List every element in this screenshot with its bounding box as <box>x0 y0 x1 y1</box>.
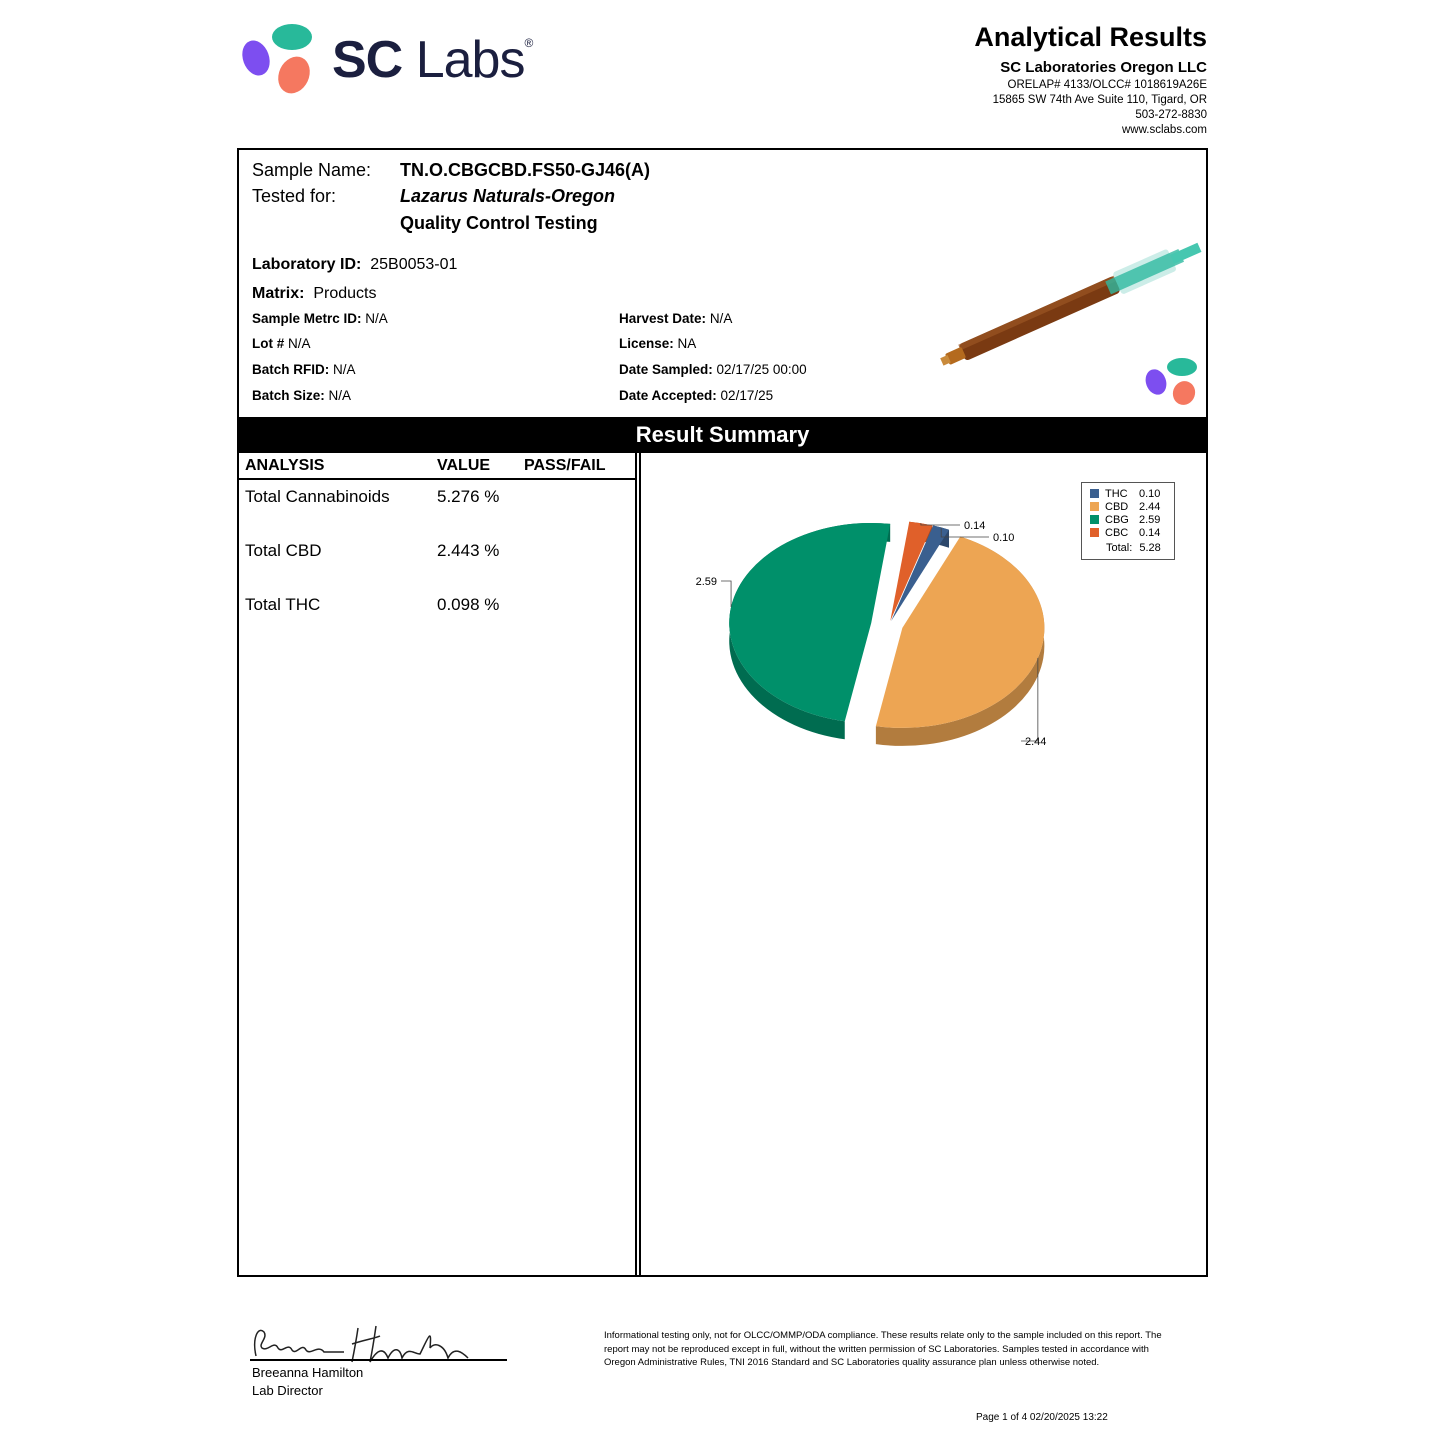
metrc-label: Sample Metrc ID: <box>252 311 362 326</box>
signature-line <box>250 1359 507 1361</box>
legend-label: CBC <box>1105 527 1129 539</box>
harvest-label: Harvest Date: <box>619 311 707 326</box>
row-value: 2.443 % <box>437 541 500 560</box>
legend-swatch <box>1090 489 1099 498</box>
legend-total <box>1106 542 1161 555</box>
sc-labs-logo <box>242 20 562 100</box>
tested-for-label: Tested for: <box>252 186 337 206</box>
rfid-row <box>252 362 356 377</box>
col-passfail: PASS/FAIL <box>524 457 606 474</box>
brand-bold: SC <box>332 31 403 89</box>
lab-website: www.sclabs.com <box>1122 124 1207 136</box>
lab-id: 25B0053-01 <box>370 256 458 273</box>
rfid-label: Batch RFID: <box>252 362 330 377</box>
license-row <box>619 336 696 351</box>
column-divider-a <box>635 453 637 1277</box>
lab-id-label: Laboratory ID: <box>252 256 362 273</box>
lot-label: Lot # <box>252 336 285 351</box>
legend-total-label: Total: <box>1106 542 1136 554</box>
data-label-cbg: 2.59 <box>695 576 717 588</box>
legend-item-cbc <box>1090 527 1160 540</box>
batch-size-row <box>252 388 351 403</box>
legend-swatch <box>1090 515 1099 524</box>
summary-table-header <box>239 453 637 480</box>
batch-size-label: Batch Size: <box>252 388 325 403</box>
row-name: Total Cannabinoids <box>245 487 390 506</box>
data-label-cbc: 0.14 <box>964 520 986 532</box>
legend-total-value: 5.28 <box>1139 542 1161 554</box>
row-name: Total CBD <box>245 541 322 560</box>
test-purpose: Quality Control Testing <box>400 213 598 233</box>
registered-mark: ® <box>524 36 533 50</box>
lab-phone: 503-272-8830 <box>1135 109 1207 121</box>
mini-logo-icon <box>1144 355 1200 407</box>
lab-info <box>974 22 1207 136</box>
lab-address: 15865 SW 74th Ave Suite 110, Tigard, OR <box>992 94 1207 106</box>
lab-name: SC Laboratories Oregon LLC <box>1000 59 1207 76</box>
data-label-cbd: 2.44 <box>1025 736 1047 748</box>
license-label: License: <box>619 336 674 351</box>
logo-dots-icon <box>242 20 322 100</box>
col-analysis: ANALYSIS <box>245 457 325 474</box>
cannabinoid-pie-chart <box>679 475 1139 775</box>
row-value: 0.098 % <box>437 595 500 614</box>
report-title: Analytical Results <box>974 22 1207 52</box>
matrix-label: Matrix: <box>252 285 305 302</box>
client-name: Lazarus Naturals-Oregon <box>400 186 616 206</box>
page-info: Page 1 of 4 02/20/2025 13:22 <box>976 1412 1108 1423</box>
report-frame <box>237 148 1208 1277</box>
rfid-value: N/A <box>333 362 356 377</box>
brand-wordmark <box>332 30 532 90</box>
data-label-thc: 0.10 <box>993 532 1015 544</box>
legend-item-cbd <box>1090 501 1160 514</box>
harvest-value: N/A <box>709 311 733 326</box>
batch-size-value: N/A <box>328 388 352 403</box>
row-name: Total THC <box>245 595 321 614</box>
sample-name-label: Sample Name: <box>252 160 372 180</box>
license-value: NA <box>677 336 697 351</box>
sample-name: TN.O.CBGCBD.FS50-GJ46(A) <box>400 160 651 180</box>
metrc-value: N/A <box>365 311 388 326</box>
sampled-value: 02/17/25 00:00 <box>716 362 807 377</box>
legend-value: 0.14 <box>1139 527 1161 539</box>
column-divider-b <box>639 453 641 1277</box>
row-value: 5.276 % <box>437 487 500 506</box>
callout-line <box>721 581 731 607</box>
result-summary-bar: Result Summary <box>239 417 1206 453</box>
chart-legend <box>1081 482 1175 560</box>
lot-row <box>252 336 311 351</box>
sampled-label: Date Sampled: <box>619 362 713 377</box>
matrix: Products <box>313 285 377 302</box>
legend-item-cbg <box>1090 514 1160 527</box>
accepted-row <box>619 388 773 403</box>
legend-value: 2.44 <box>1139 501 1161 513</box>
callout-line <box>921 523 960 525</box>
accepted-value: 02/17/25 <box>720 388 774 403</box>
accepted-label: Date Accepted: <box>619 388 717 403</box>
metrc-row <box>252 311 388 326</box>
legend-label: THC <box>1105 488 1128 500</box>
lab-license: ORELAP# 4133/OLCC# 1018619A26E <box>1007 79 1207 91</box>
harvest-row <box>619 311 732 326</box>
col-value: VALUE <box>437 457 491 474</box>
matrix-row <box>252 285 376 303</box>
disclaimer-text: Informational testing only, not for OLCC/OMMP/ODA compliance. These results relate only to the sample included on this report. The report may not be reproduced except in full, without the written permission of SC Laboratories. Samples tested in accordance with Oregon Administrative Rules, TNI 2016 Standard and SC Laboratories quality assurance plan unless otherwise noted. <box>604 1330 1162 1368</box>
legend-swatch <box>1090 528 1099 537</box>
sampled-row <box>619 362 807 377</box>
brand-light: Labs <box>415 31 525 89</box>
signer-title: Lab Director <box>252 1383 323 1398</box>
legend-label: CBD <box>1105 501 1129 513</box>
lot-value: N/A <box>288 336 311 351</box>
lab-id-row <box>252 256 457 274</box>
legend-swatch <box>1090 502 1099 511</box>
signer-name: Breeanna Hamilton <box>252 1365 364 1380</box>
legend-value: 2.59 <box>1139 514 1161 526</box>
legend-label: CBG <box>1105 514 1129 526</box>
legend-value: 0.10 <box>1139 488 1161 500</box>
legend-item-thc <box>1090 488 1160 501</box>
